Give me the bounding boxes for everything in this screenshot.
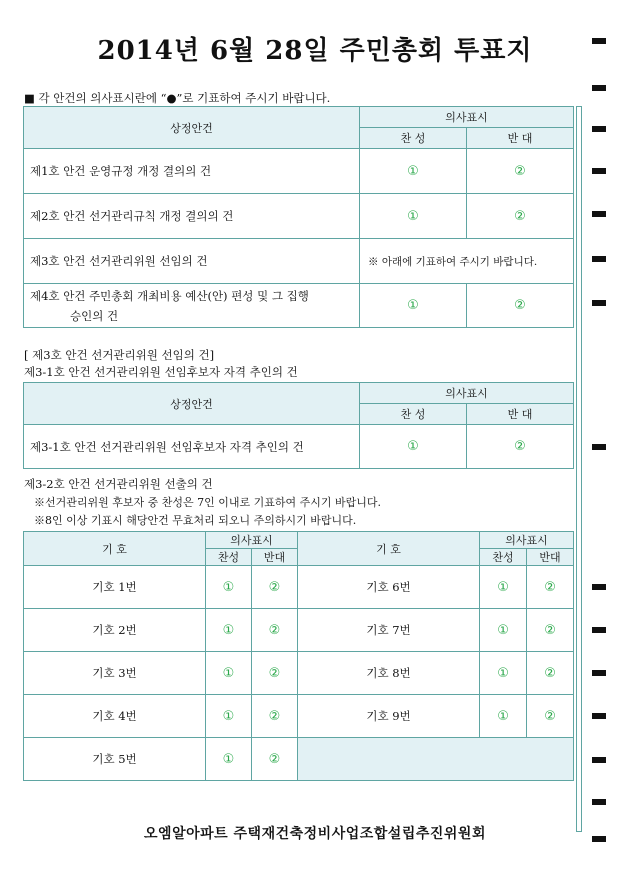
vote-for-cell[interactable]: [206, 566, 252, 609]
agenda-label: 제2호 안건 선거관리규칙 개정 결의의 건: [24, 194, 360, 239]
page-title: 2014년 6월 28일 주민총회 투표지: [97, 36, 533, 66]
timing-mark: [592, 256, 606, 262]
header-against: 반 대: [467, 404, 574, 425]
timing-mark: [592, 757, 606, 763]
circle-two-icon: ②: [268, 665, 281, 681]
timing-mark: [592, 300, 606, 306]
candidate-table: [23, 531, 574, 781]
vote-against-cell[interactable]: [467, 149, 574, 194]
vote-for-cell[interactable]: [480, 566, 527, 609]
agenda-note: ※ 아래에 기표하여 주시기 바랍니다.: [360, 239, 574, 284]
empty-cell: [298, 738, 574, 781]
timing-mark: [592, 444, 606, 450]
candidate-label: 기호 4번: [24, 695, 206, 738]
candidate-label: 기호 1번: [24, 566, 206, 609]
vote-for-cell[interactable]: [480, 609, 527, 652]
agenda-table: [23, 106, 574, 328]
timing-mark: [592, 713, 606, 719]
circle-two-icon: ②: [514, 163, 526, 179]
timing-mark: [592, 627, 606, 633]
vote-for-cell[interactable]: [360, 284, 467, 328]
header-against: 반 대: [467, 128, 574, 149]
agenda-label-line1: 제4호 안건 주민총회 개최비용 예산(안) 편성 및 그 집행: [30, 288, 309, 303]
header-against-right: 반대: [527, 549, 574, 566]
vote-for-cell[interactable]: [206, 609, 252, 652]
instruction-text-before: 각 안건의 의사표시란에 “: [38, 91, 167, 105]
candidate-label: 기호 5번: [24, 738, 206, 781]
vote-for-cell[interactable]: [480, 652, 527, 695]
section3-2-heading: 제3-2호 안건 선거관리위원 선출의 건: [24, 477, 213, 491]
circle-two-icon: ②: [514, 298, 526, 313]
vote-against-cell[interactable]: [527, 695, 574, 738]
header-agenda: 상정안건: [24, 383, 360, 425]
timing-mark: [592, 584, 606, 590]
header-for-left: 찬성: [206, 549, 252, 566]
vote-against-cell[interactable]: [527, 609, 574, 652]
circle-one-icon: ①: [222, 751, 235, 767]
candidate-row: [24, 695, 574, 738]
circle-two-icon: ②: [544, 579, 556, 595]
candidate-label: 기호 7번: [298, 609, 480, 652]
agenda-label: 제3-1호 안건 선거관리위원 선임후보자 자격 추인의 건: [24, 425, 360, 469]
circle-one-icon: ①: [497, 708, 509, 724]
agenda-label: 제1호 안건 운영규정 개정 결의의 건: [24, 149, 360, 194]
candidate-row: [24, 566, 574, 609]
circle-one-icon: ①: [497, 579, 509, 595]
header-symbol-right: 기 호: [298, 532, 480, 566]
circle-one-icon: ①: [407, 163, 419, 179]
header-against-left: 반대: [252, 549, 298, 566]
organization-footer: 오엠알아파트 주택재건축정비사업조합설립추진위원회: [144, 826, 486, 842]
vote-against-cell[interactable]: [252, 738, 298, 781]
agenda-label: [24, 284, 360, 328]
section3-1-heading: 제3-1호 안건 선거관리위원 선임후보자 자격 추인의 건: [24, 365, 298, 379]
agenda-row: [24, 425, 574, 469]
header-for: 찬 성: [360, 128, 467, 149]
timing-mark: [592, 670, 606, 676]
header-vote-right: 의사표시: [480, 532, 574, 549]
circle-one-icon: ①: [407, 439, 419, 454]
vote-for-cell[interactable]: [206, 695, 252, 738]
vote-for-cell[interactable]: [360, 194, 467, 239]
candidate-row: [24, 738, 574, 781]
note-max-seven: ※선거관리위원 후보자 중 찬성은 7인 이내로 기표하여 주시기 바랍니다.: [34, 496, 381, 509]
timing-mark: [592, 85, 606, 91]
circle-one-icon: ①: [407, 298, 419, 313]
agenda-label-line2: 승인의 건: [70, 308, 119, 323]
header-for: 찬 성: [360, 404, 467, 425]
circle-one-icon: ①: [222, 665, 235, 681]
circle-one-icon: ①: [497, 665, 509, 681]
vote-for-cell[interactable]: [360, 425, 467, 469]
header-for-right: 찬성: [480, 549, 527, 566]
vote-against-cell[interactable]: [467, 425, 574, 469]
candidate-row: [24, 609, 574, 652]
section3-heading: [ 제3호 안건 선거관리위원 선임의 건]: [24, 348, 215, 362]
header-vote: 의사표시: [360, 107, 574, 128]
instruction-bullet: ■: [24, 91, 35, 105]
candidate-label: 기호 9번: [298, 695, 480, 738]
agenda-row: [24, 194, 574, 239]
circle-two-icon: ②: [514, 208, 526, 224]
circle-two-icon: ②: [544, 622, 556, 638]
candidate-row: [24, 652, 574, 695]
header-vote-left: 의사표시: [206, 532, 298, 549]
timing-mark: [592, 126, 606, 132]
vote-against-cell[interactable]: [252, 695, 298, 738]
circle-two-icon: ②: [268, 622, 281, 638]
circle-two-icon: ②: [268, 579, 281, 595]
circle-one-icon: ①: [497, 622, 509, 638]
candidate-label: 기호 8번: [298, 652, 480, 695]
agenda-row: [24, 239, 574, 284]
circle-two-icon: ②: [268, 751, 281, 767]
vote-against-cell[interactable]: [527, 566, 574, 609]
header-vote: 의사표시: [360, 383, 574, 404]
circle-one-icon: ①: [222, 622, 235, 638]
circle-one-icon: ①: [407, 208, 419, 224]
vote-against-cell[interactable]: [467, 284, 574, 328]
note-invalid-warning: ※8인 이상 기표시 해당안건 무효처리 되오니 주의하시기 바랍니다.: [34, 514, 357, 527]
timing-mark: [592, 799, 606, 805]
agenda-3-1-table: [23, 382, 574, 469]
instruction: [24, 90, 330, 106]
circle-two-icon: ②: [544, 665, 556, 681]
vote-for-cell[interactable]: [206, 652, 252, 695]
candidate-label: 기호 3번: [24, 652, 206, 695]
circle-one-icon: ①: [222, 579, 235, 595]
vote-against-cell[interactable]: [252, 609, 298, 652]
filled-circle-icon: ●: [166, 91, 177, 105]
agenda-label: 제3호 안건 선거관리위원 선임의 건: [24, 239, 360, 284]
timing-mark: [592, 211, 606, 217]
agenda-row: [24, 149, 574, 194]
header-agenda: 상정안건: [24, 107, 360, 149]
timing-mark: [592, 168, 606, 174]
vote-for-cell[interactable]: [360, 149, 467, 194]
agenda-row: [24, 284, 574, 328]
candidate-label: 기호 2번: [24, 609, 206, 652]
header-symbol-left: 기 호: [24, 532, 206, 566]
vote-against-cell[interactable]: [467, 194, 574, 239]
vote-against-cell[interactable]: [527, 652, 574, 695]
vote-against-cell[interactable]: [252, 652, 298, 695]
vote-for-cell[interactable]: [206, 738, 252, 781]
vote-against-cell[interactable]: [252, 566, 298, 609]
circle-two-icon: ②: [514, 439, 526, 454]
omr-guide-bar: [576, 106, 582, 832]
candidate-label: 기호 6번: [298, 566, 480, 609]
timing-mark: [592, 38, 606, 44]
circle-two-icon: ②: [268, 708, 281, 724]
instruction-text-after: ”로 기표하여 주시기 바랍니다.: [176, 91, 331, 105]
circle-one-icon: ①: [222, 708, 235, 724]
vote-for-cell[interactable]: [480, 695, 527, 738]
circle-two-icon: ②: [544, 708, 556, 724]
